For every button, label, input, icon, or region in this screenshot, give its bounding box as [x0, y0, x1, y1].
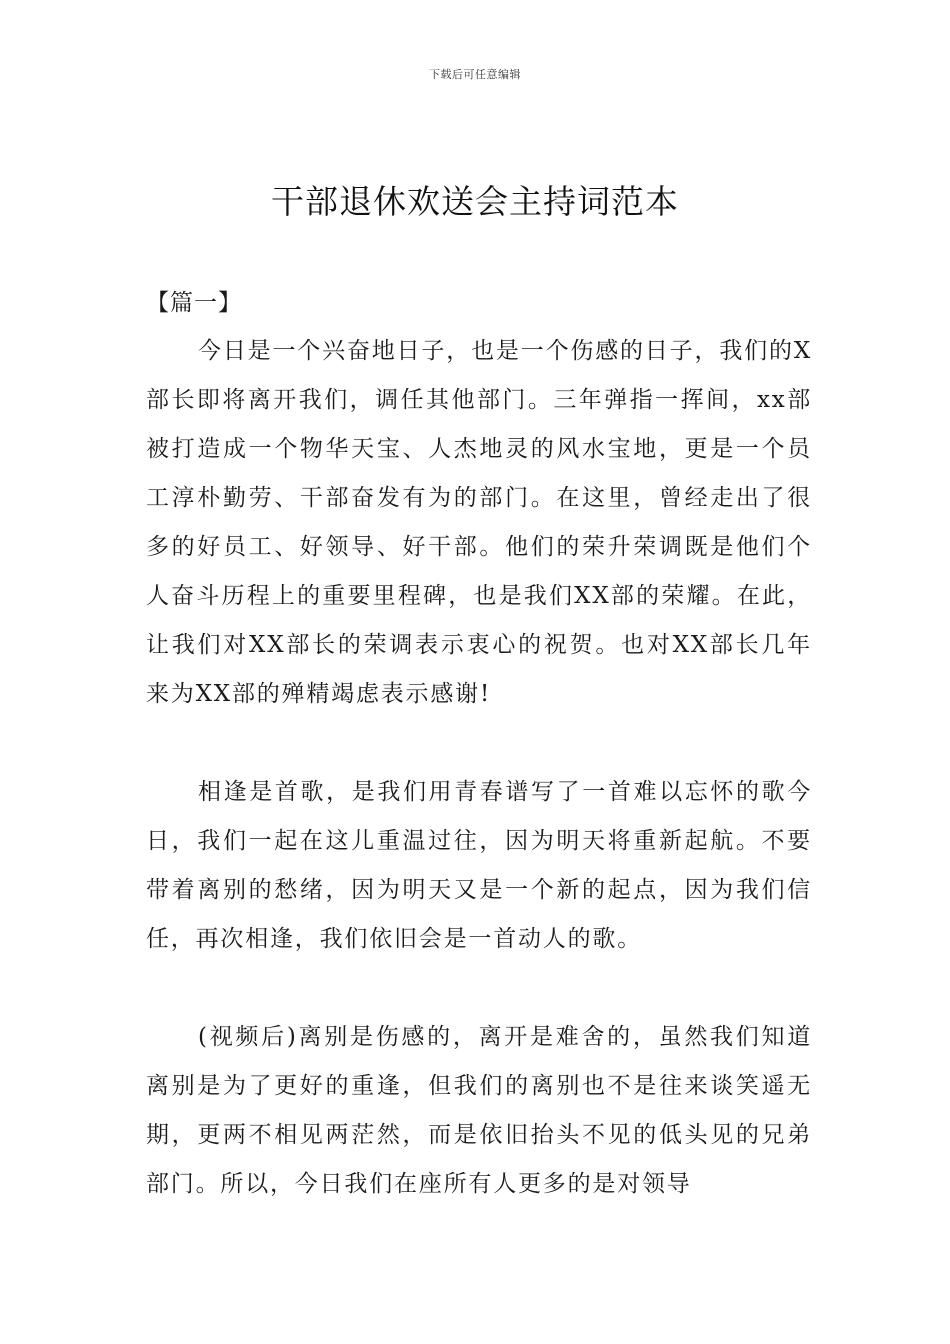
section-label: 【篇一】	[146, 290, 242, 316]
paragraph-spacer	[146, 964, 812, 1013]
paragraph-2: 相逢是首歌，是我们用青春谱写了一首难以忘怀的歌今日，我们一起在这儿重温过往，因为明天将重新起航。不要带着离别的愁绪，因为明天又是一个新的起点，因为我们信任，再次相逢，我们依旧会是一首动人的歌。	[146, 779, 812, 952]
paragraph-spacer	[146, 719, 812, 768]
document-title: 干部退休欢送会主持词范本	[271, 182, 679, 221]
document-body	[146, 279, 812, 1209]
paragraph-1: 今日是一个兴奋地日子，也是一个伤感的日子，我们的X部长即将离开我们，调任其他部门。三年弹指一挥间，xx部被打造成一个物华天宝、人杰地灵的风水宝地，更是一个员工淳朴勤劳、干部奋发有为的部门。在这里，曾经走出了很多的好员工、好领导、好干部。他们的荣升荣调既是他们个人奋斗历程上的重要里程碑，也是我们XX部的荣耀。在此，让我们对XX部长的荣调表示衷心的祝贺。也对XX部长几年来为XX部的殚精竭虑表示感谢!	[146, 338, 812, 707]
paragraph-3: (视频后)离别是伤感的，离开是难舍的，虽然我们知道离别是为了更好的重逢，但我们的离别也不是往来谈笑遥无期，更两不相见两茫然，而是依旧抬头不见的低头见的兄弟部门。所以，今日我们在座所有人更多的是对领导	[146, 1024, 812, 1197]
header-note: 下载后可任意编辑	[429, 68, 521, 81]
